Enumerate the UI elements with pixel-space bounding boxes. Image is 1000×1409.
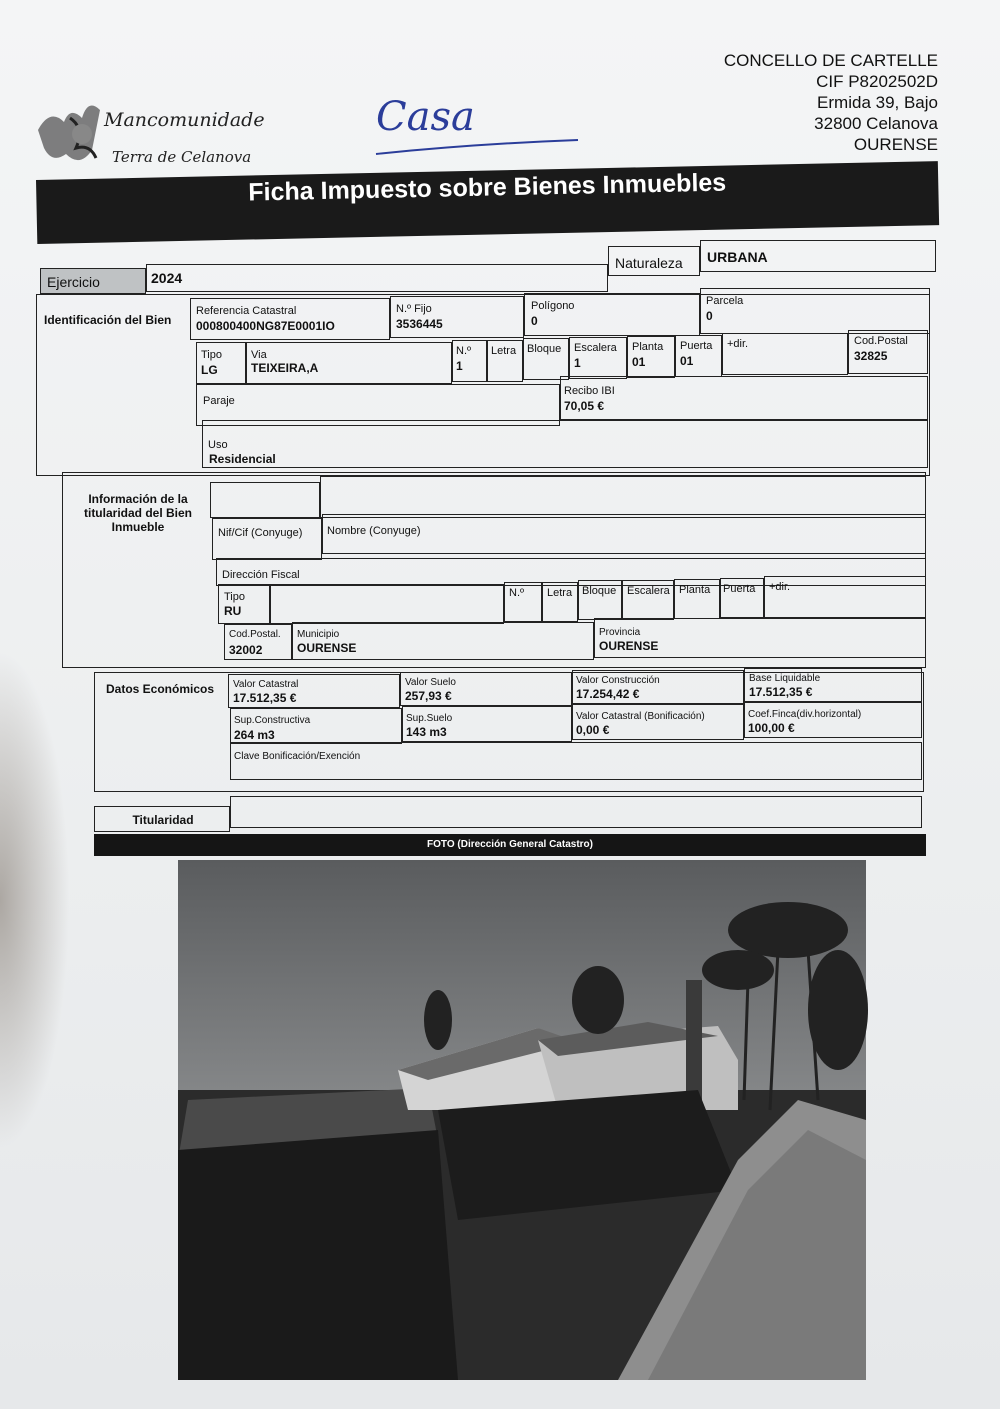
planta-label: Planta (632, 341, 664, 353)
supsuelo-cell (402, 706, 572, 742)
ref-catastral-label: Referencia Catastral (196, 305, 297, 317)
naturaleza-value-cell (700, 240, 936, 272)
tf-dir-label: +dir. (769, 581, 791, 593)
bloque-label: Bloque (527, 343, 562, 355)
nombre-conyuge-label: Nombre (Conyuge) (327, 525, 421, 537)
puerta-cell (675, 335, 722, 377)
vsuelo-cell (400, 672, 572, 706)
tf-puerta-label: Puerta (723, 583, 756, 595)
letra-label: Letra (491, 345, 517, 357)
tf-cp-value: 32002 (229, 643, 263, 657)
ejercicio-value: 2024 (151, 270, 183, 286)
tf-escalera-label: Escalera (627, 585, 670, 597)
num-label: N.º (456, 345, 472, 357)
parcela-value: 0 (706, 309, 713, 323)
foto-caption: FOTO (Dirección General Catastro) (94, 834, 926, 856)
base-liquidable-cell (744, 668, 922, 702)
tf-tipo-cell (218, 584, 270, 624)
dir-cell (722, 333, 848, 375)
bloque-cell (523, 338, 569, 380)
org-line-2: CIF P8202502D (816, 72, 938, 91)
tf-planta-cell (674, 579, 720, 619)
recibo-value: 70,05 € (564, 399, 605, 413)
handwritten-note (372, 82, 592, 162)
supcons-value: 264 m3 (234, 728, 275, 742)
tf-cp-label: Cod.Postal. (229, 629, 281, 640)
letra-cell (487, 340, 523, 382)
titularidad-value-cell (230, 796, 922, 828)
issuer-address (724, 50, 938, 155)
svg-text:Mancomunidade: Mancomunidade (104, 109, 265, 131)
tf-letra-label: Letra (547, 587, 573, 599)
recibo-cell (560, 376, 928, 420)
page-title: Ficha Impuesto sobre Bienes Inmuebles (248, 168, 727, 207)
base-liquidable-label: Base Liquidable (749, 673, 821, 684)
supsuelo-value: 143 m3 (406, 725, 447, 739)
escalera-cell (569, 337, 627, 379)
escalera-label: Escalera (574, 342, 617, 354)
tf-bloque-label: Bloque (582, 585, 617, 597)
naturaleza-value: URBANA (707, 249, 768, 265)
cp-cell (848, 330, 928, 374)
nfijo-value: 3536445 (396, 317, 443, 331)
supsuelo-label: Sup.Suelo (406, 713, 453, 724)
titularidad-label: Titularidad (132, 813, 194, 827)
tf-puerta-cell (720, 578, 764, 618)
vcat-value: 17.512,35 € (233, 691, 297, 705)
clave-cell (230, 742, 922, 780)
org-line-5: OURENSE (853, 135, 938, 154)
tf-tipo-label: Tipo (224, 591, 245, 603)
tf-tipo-value: RU (224, 604, 242, 618)
escalera-value: 1 (574, 356, 581, 370)
ref-catastral-cell (190, 298, 390, 340)
tf-provincia-value: OURENSE (599, 639, 659, 653)
org-line-3: Ermida 39, Bajo (817, 93, 938, 112)
tf-escalera-cell (622, 580, 674, 620)
tf-num-cell (504, 582, 542, 622)
tf-municipio-cell (292, 622, 594, 660)
tf-provincia-label: Provincia (599, 627, 641, 638)
tf-municipio-label: Municipio (297, 629, 340, 640)
ejercicio-label-cell (40, 268, 146, 294)
naturaleza-label: Naturaleza (615, 255, 683, 271)
uso-label: Uso (208, 439, 228, 451)
titularidad-info-title: Información de la titularidad del Bien Inmueble (83, 492, 192, 534)
tf-municipio-value: OURENSE (297, 641, 357, 655)
poligono-value: 0 (531, 314, 538, 328)
nfijo-label: N.º Fijo (396, 303, 432, 315)
property-photo (178, 860, 866, 1380)
nif-conyuge-cell (212, 518, 322, 560)
puerta-value: 01 (680, 354, 694, 368)
tf-letra-cell (542, 582, 578, 622)
identificacion-title: Identificación del Bien (44, 313, 172, 327)
uso-cell (202, 420, 928, 468)
vsuelo-label: Valor Suelo (405, 677, 456, 688)
naturaleza-label-cell (608, 246, 700, 276)
vcons-label: Valor Construcción (576, 675, 660, 686)
poligono-cell (524, 293, 700, 336)
ejercicio-value-cell (146, 264, 608, 292)
via-label: Via (251, 349, 267, 361)
via-value: TEIXEIRA,A (251, 361, 319, 375)
tipo-label: Tipo (201, 349, 222, 361)
tipo-cell (196, 342, 246, 384)
economicos-title: Datos Económicos (105, 682, 215, 696)
tf-dir-cell (764, 576, 926, 618)
tf-provincia-cell (594, 618, 926, 658)
nombre-conyuge-cell (322, 514, 926, 554)
base-liquidable-value: 17.512,35 € (749, 685, 813, 699)
parcela-label: Parcela (706, 295, 744, 307)
cp-value: 32825 (854, 349, 888, 363)
titularidad-label-cell (94, 806, 230, 832)
ref-catastral-value: 000800400NG87E0001IO (196, 319, 335, 333)
parcela-cell (700, 288, 930, 334)
mancomunidade-logo (30, 88, 265, 183)
vsuelo-value: 257,93 € (405, 689, 452, 703)
tf-planta-label: Planta (679, 584, 711, 596)
vcatbon-label: Valor Catastral (Bonificación) (576, 711, 705, 722)
vcons-cell (572, 670, 744, 704)
planta-cell (627, 336, 675, 378)
vcat-cell (228, 674, 400, 708)
vcons-value: 17.254,42 € (576, 687, 640, 701)
tf-cp-cell (224, 624, 292, 660)
titular-nif-empty-cell (210, 482, 320, 518)
via-cell (246, 342, 452, 384)
tf-via-cell (270, 584, 504, 624)
uso-value: Residencial (209, 452, 276, 466)
vcat-label: Valor Catastral (233, 679, 299, 690)
coef-value: 100,00 € (748, 721, 795, 735)
tf-bloque-cell (578, 580, 622, 620)
num-cell (452, 340, 487, 382)
nfijo-cell (390, 296, 524, 338)
paraje-label: Paraje (203, 395, 235, 407)
svg-text:Terra de Celanova: Terra de Celanova (112, 148, 252, 166)
planta-value: 01 (632, 355, 646, 369)
org-line-1: CONCELLO DE CARTELLE (723, 51, 938, 70)
dir-fiscal-label: Dirección Fiscal (222, 569, 300, 581)
vcatbon-cell (572, 704, 744, 740)
titular-nombre-empty-cell (320, 476, 926, 518)
ejercicio-label: Ejercicio (47, 274, 100, 290)
svg-text:Casa: Casa (376, 94, 475, 140)
dir-label: +dir. (727, 338, 749, 350)
clave-label: Clave Bonificación/Exención (234, 751, 361, 762)
tipo-value: LG (201, 363, 218, 377)
recibo-label: Recibo IBI (564, 385, 615, 397)
nif-conyuge-label: Nif/Cif (Conyuge) (218, 527, 303, 539)
coef-cell (744, 702, 922, 738)
tf-num-label: N.º (509, 587, 525, 599)
puerta-label: Puerta (680, 340, 713, 352)
supcons-label: Sup.Constructiva (234, 715, 311, 726)
num-value: 1 (456, 359, 463, 373)
supcons-cell (230, 708, 402, 744)
poligono-label: Polígono (531, 300, 575, 312)
hand-shadow (0, 650, 70, 1150)
coef-label: Coef.Finca(div.horizontal) (748, 709, 862, 720)
cp-label: Cod.Postal (854, 335, 908, 347)
org-line-4: 32800 Celanova (814, 114, 938, 133)
vcatbon-value: 0,00 € (576, 723, 610, 737)
